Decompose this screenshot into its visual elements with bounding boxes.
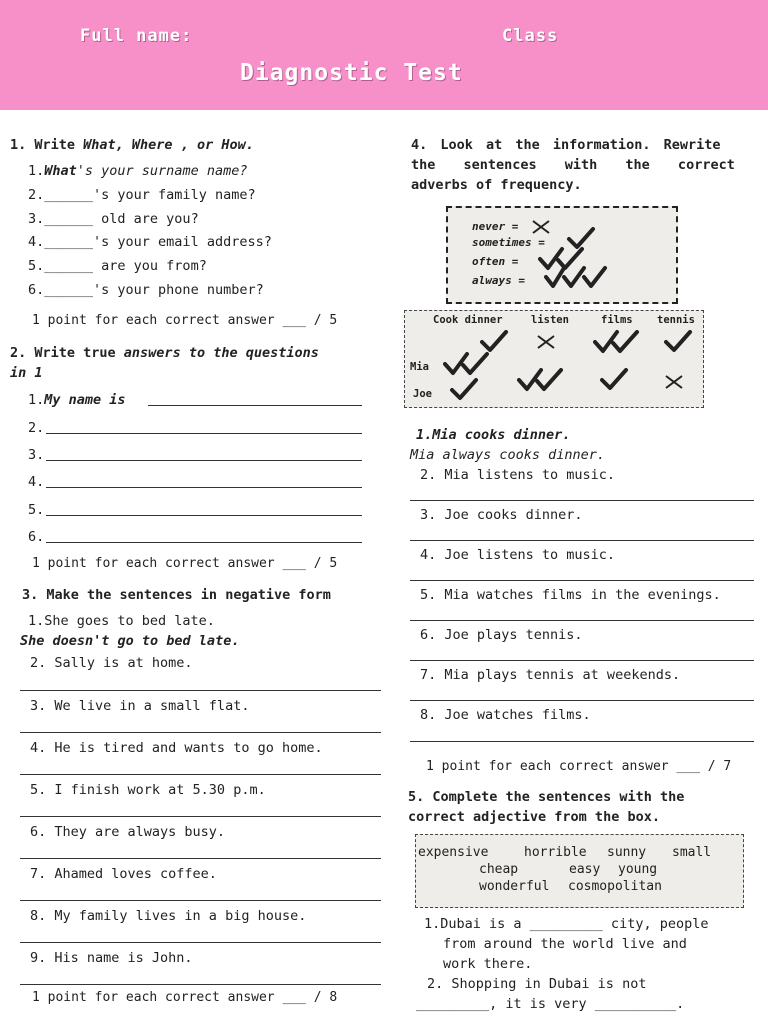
- check-icon: [479, 329, 509, 353]
- column-films: films: [601, 314, 633, 326]
- s4-answer-line-4[interactable]: [410, 580, 754, 581]
- adjective-word-box: [415, 834, 744, 908]
- class-label: Class: [502, 26, 559, 46]
- section3-title: 3. Make the sentences in negative form: [22, 587, 331, 603]
- s2-item-5: 5.: [28, 502, 45, 518]
- activity-table: [404, 310, 704, 408]
- word-small: small: [672, 845, 712, 860]
- word-easy: easy: [569, 862, 601, 877]
- s4-item-7: 7. Mia plays tennis at weekends.: [420, 667, 681, 683]
- s1-item-6: 6.______'s your phone number?: [28, 282, 264, 298]
- legend-always: always =: [472, 274, 525, 287]
- s2-answer-line-5[interactable]: [46, 515, 362, 516]
- header-banner: [0, 0, 768, 110]
- s3-answer-line-2[interactable]: [20, 690, 381, 691]
- s3-answer-line-4[interactable]: [20, 774, 381, 775]
- column-cook-dinner: Cook dinner: [433, 314, 503, 326]
- s2-item-6: 6.: [28, 529, 45, 545]
- section1-title: 1. Write What, Where , or How.: [10, 137, 254, 153]
- s3-item-4: 4. He is tired and wants to go home.: [30, 740, 323, 756]
- section2-title-cont: in 1: [10, 365, 43, 381]
- word-expensive: expensive: [418, 845, 489, 860]
- legend-never: never =: [472, 220, 519, 233]
- s2-item-1: 1.My name is: [28, 392, 126, 408]
- s2-answer-line-1[interactable]: [148, 405, 362, 406]
- s5-item-2-line1: 2. Shopping in Dubai is not: [427, 976, 647, 992]
- check-icon: [599, 367, 629, 391]
- s2-answer-line-4[interactable]: [46, 487, 362, 488]
- s5-item-1-line1: 1.Dubai is a _________ city, people: [424, 916, 709, 932]
- s3-example-question: 1.She goes to bed late.: [28, 613, 215, 629]
- s2-item-4: 4.: [28, 474, 45, 490]
- check-icon: [663, 329, 693, 353]
- s4-item-5: 5. Mia watches films in the evenings.: [420, 587, 721, 603]
- section5-title-line1: 5. Complete the sentences with the: [408, 789, 685, 805]
- word-cheap: cheap: [479, 862, 519, 877]
- column-listen: listen: [531, 314, 569, 326]
- s4-item-8: 8. Joe watches films.: [420, 707, 591, 723]
- s1-item-4: 4.______'s your email address?: [28, 234, 272, 250]
- s4-item-3: 3. Joe cooks dinner.: [420, 507, 583, 523]
- s3-answer-line-8[interactable]: [20, 942, 381, 943]
- legend-often: often =: [472, 255, 519, 268]
- s4-item-4: 4. Joe listens to music.: [420, 547, 616, 563]
- double-check-icon: [517, 367, 567, 393]
- frequency-legend-box: [446, 206, 678, 304]
- row-joe: Joe: [413, 388, 432, 400]
- column-tennis: tennis: [657, 314, 695, 326]
- s4-answer-line-7[interactable]: [410, 700, 754, 701]
- s2-answer-line-3[interactable]: [46, 460, 362, 461]
- s4-answer-line-2[interactable]: [410, 500, 754, 501]
- s1-item-2: 2.______'s your family name?: [28, 187, 256, 203]
- s2-score: 1 point for each correct answer ___ / 5: [32, 556, 338, 571]
- word-sunny: sunny: [607, 845, 647, 860]
- s5-item-2-line2: _________, it is very __________.: [416, 996, 685, 1012]
- section2-title: 2. Write true answers to the questions: [10, 345, 319, 361]
- s3-answer-line-9[interactable]: [20, 984, 381, 985]
- s3-answer-line-5[interactable]: [20, 816, 381, 817]
- s1-item-1: 1.What's your surname name?: [28, 163, 248, 179]
- s5-item-1-line3: work there.: [443, 956, 533, 972]
- s4-answer-line-8[interactable]: [410, 741, 754, 742]
- s4-answer-line-3[interactable]: [410, 540, 754, 541]
- word-horrible: horrible: [524, 845, 587, 860]
- s3-item-7: 7. Ahamed loves coffee.: [30, 866, 217, 882]
- s1-item-5: 5.______ are you from?: [28, 258, 207, 274]
- s3-answer-line-6[interactable]: [20, 858, 381, 859]
- s3-answer-line-3[interactable]: [20, 732, 381, 733]
- s3-item-2: 2. Sally is at home.: [30, 655, 193, 671]
- word-cosmopolitan: cosmopolitan: [568, 879, 662, 894]
- s4-example-answer: Mia always cooks dinner.: [410, 447, 606, 463]
- s3-item-6: 6. They are always busy.: [30, 824, 226, 840]
- cross-icon: [530, 218, 552, 236]
- word-wonderful: wonderful: [479, 879, 550, 894]
- s2-answer-line-2[interactable]: [46, 433, 362, 434]
- section4-title-line1: 4. Look at the information. Rewrite: [411, 137, 721, 153]
- double-check-icon: [593, 329, 643, 355]
- word-young: young: [618, 862, 658, 877]
- s1-score: 1 point for each correct answer ___ / 5: [32, 313, 338, 328]
- s3-example-answer: She doesn't go to bed late.: [20, 633, 240, 649]
- s4-answer-line-5[interactable]: [410, 620, 754, 621]
- s4-example-question: 1.Mia cooks dinner.: [416, 427, 571, 443]
- s3-item-3: 3. We live in a small flat.: [30, 698, 250, 714]
- s4-item-6: 6. Joe plays tennis.: [420, 627, 583, 643]
- s3-score: 1 point for each correct answer ___ / 8: [32, 990, 338, 1005]
- s3-item-5: 5. I finish work at 5.30 p.m.: [30, 782, 266, 798]
- s4-score: 1 point for each correct answer ___ / 7: [426, 759, 732, 774]
- section4-title-line3: adverbs of frequency.: [411, 177, 582, 193]
- full-name-label: Full name:: [80, 26, 193, 46]
- s4-item-2: 2. Mia listens to music.: [420, 467, 616, 483]
- triple-check-icon: [544, 264, 608, 290]
- s5-item-1-line2: from around the world live and: [443, 936, 687, 952]
- section4-title-line2: the sentences with the correct: [411, 157, 735, 173]
- s3-item-9: 9. His name is John.: [30, 950, 193, 966]
- s2-answer-line-6[interactable]: [46, 542, 362, 543]
- section5-title-line2: correct adjective from the box.: [408, 809, 660, 825]
- legend-sometimes: sometimes =: [472, 236, 545, 249]
- s2-item-3: 3.: [28, 447, 45, 463]
- cross-icon: [663, 373, 685, 391]
- cross-icon: [535, 333, 557, 351]
- s1-item-3: 3.______ old are you?: [28, 211, 199, 227]
- page-title: Diagnostic Test: [240, 60, 463, 86]
- row-mia: Mia: [410, 361, 429, 373]
- s3-answer-line-7[interactable]: [20, 900, 381, 901]
- s2-item-2: 2.: [28, 420, 45, 436]
- check-icon: [449, 377, 479, 401]
- s3-item-8: 8. My family lives in a big house.: [30, 908, 307, 924]
- s4-answer-line-6[interactable]: [410, 660, 754, 661]
- double-check-icon: [443, 351, 493, 377]
